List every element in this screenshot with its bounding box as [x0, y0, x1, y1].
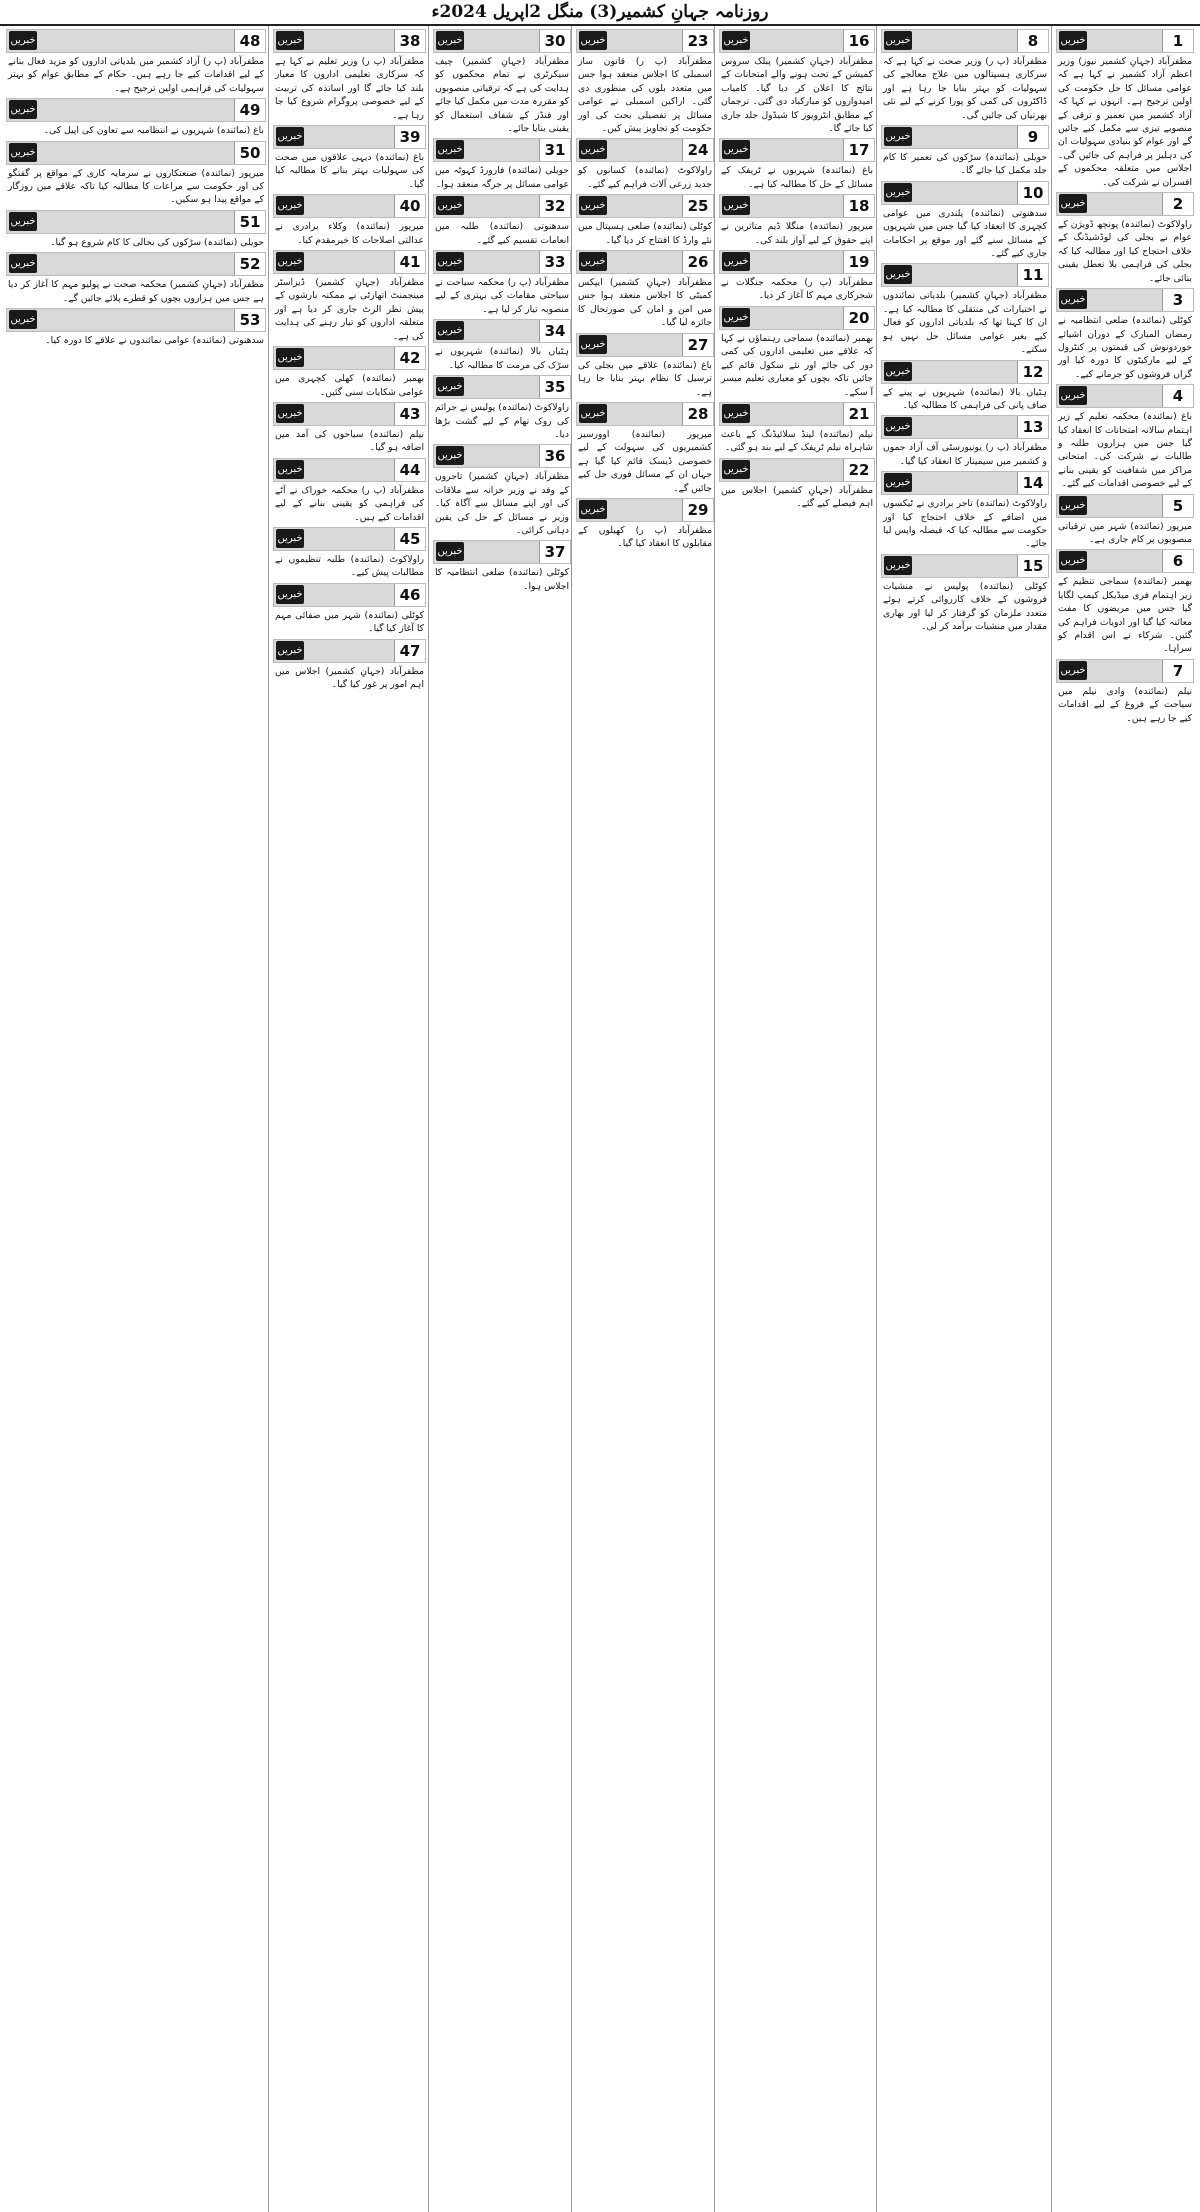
article-header-bar	[881, 415, 1049, 439]
article-body: کوٹلی (نمائندہ) ضلعی ہسپتال میں نئے وارڈ کا افتتاح کر دیا گیا۔	[578, 221, 712, 246]
news-column	[272, 26, 427, 2212]
article-header-bar	[576, 194, 714, 218]
news-article	[272, 527, 427, 580]
article-header-bar	[273, 527, 426, 551]
article-header-bar	[576, 402, 714, 426]
article-body: ہٹیاں بالا (نمائندہ) شہریوں نے سڑک کی مرمت کا مطالبہ کیا۔	[435, 346, 569, 371]
news-badge-icon: خبریں	[276, 529, 304, 548]
article-number: 2	[1162, 193, 1193, 215]
article-number: 15	[1017, 555, 1048, 577]
article-header-bar	[1056, 192, 1194, 216]
news-article	[5, 210, 267, 249]
article-number: 35	[539, 376, 570, 398]
article-number: 27	[682, 334, 713, 356]
news-article	[272, 125, 427, 191]
article-body: مظفرآباد (جہانِ کشمیر) محکمہ صحت نے پولیو مہم کا آغاز کر دیا ہے جس میں ہزاروں بچوں کو قطرے پلائے جائیں گے۔	[8, 279, 264, 304]
article-body: راولاکوٹ (نمائندہ) پولیس نے جرائم کی روک تھام کے لیے گشت بڑھا دیا۔	[435, 402, 569, 440]
article-number: 46	[394, 584, 425, 606]
article-number: 4	[1162, 385, 1193, 407]
article-body: راولاکوٹ (نمائندہ) کسانوں کو جدید زرعی آلات فراہم کیے گئے۔	[578, 165, 712, 190]
article-number: 23	[682, 30, 713, 52]
news-badge-icon: خبریں	[884, 473, 912, 492]
article-body: راولاکوٹ (نمائندہ) طلبہ تنظیموں نے مطالبات پیش کیے۔	[275, 553, 424, 579]
article-header-bar	[273, 402, 426, 426]
article-number: 6	[1162, 550, 1193, 572]
article-number: 42	[394, 347, 425, 369]
column-divider	[1051, 26, 1052, 2212]
news-badge-icon: خبریں	[1059, 661, 1087, 680]
article-number: 28	[682, 403, 713, 425]
article-number: 9	[1017, 126, 1048, 148]
article-body: بھمبر (نمائندہ) سماجی تنظیم کے زیر اہتمام فری میڈیکل کیمپ لگایا گیا جس میں مریضوں کا مفت معائنہ کیا گیا اور ادویات فراہم کی گئیں۔ شرکاء نے اس اقدام کو سراہا۔	[1058, 576, 1192, 655]
article-header-bar	[273, 125, 426, 149]
news-badge-icon: خبریں	[276, 31, 304, 50]
news-badge-icon: خبریں	[884, 265, 912, 284]
news-column	[718, 26, 876, 2212]
news-article	[880, 471, 1050, 551]
article-number: 40	[394, 195, 425, 217]
article-header-bar	[881, 181, 1049, 205]
article-header-bar	[1056, 494, 1194, 518]
article-body: باغ (نمائندہ) شہریوں نے انتظامیہ سے تعاون کی اپیل کی۔	[43, 125, 264, 137]
masthead	[0, 0, 1200, 26]
news-badge-icon: خبریں	[579, 252, 607, 271]
article-header-bar	[1056, 659, 1194, 683]
article-body: حویلی (نمائندہ) سڑکوں کی بحالی کا کام شروع ہو گیا۔	[50, 236, 264, 248]
news-article	[5, 29, 267, 95]
article-number: 31	[539, 139, 570, 161]
article-header-bar	[433, 375, 571, 399]
news-badge-icon: خبریں	[722, 31, 750, 50]
news-article	[718, 250, 876, 303]
article-header-bar	[273, 583, 426, 607]
article-number: 44	[394, 459, 425, 481]
article-header-bar	[719, 250, 875, 274]
article-body: نیلم (نمائندہ) لینڈ سلائیڈنگ کے باعث شاہراہ نیلم ٹریفک کے لیے بند ہو گئی۔	[721, 428, 873, 454]
news-article	[432, 319, 572, 372]
article-number: 30	[539, 30, 570, 52]
article-header-bar	[6, 29, 266, 53]
news-badge-icon: خبریں	[276, 196, 304, 215]
article-number: 22	[843, 459, 874, 481]
news-article	[718, 458, 876, 511]
article-body: راولاکوٹ (نمائندہ) پونچھ ڈویژن کے عوام نے بجلی کی لوڈشیڈنگ کے خلاف احتجاج کیا اور مطالبہ کیا کہ بجلی کی فراہمی بلا تعطل یقینی بنائی جائے۔	[1058, 219, 1192, 284]
article-header-bar	[719, 402, 875, 426]
article-body: مظفرآباد (جہانِ کشمیر) اجلاس میں اہم امور پر غور کیا گیا۔	[275, 665, 424, 690]
news-article	[880, 415, 1050, 468]
news-article	[5, 141, 267, 207]
article-number: 36	[539, 445, 570, 467]
news-article	[432, 138, 572, 191]
article-header-bar	[881, 29, 1049, 53]
news-badge-icon: خبریں	[436, 196, 464, 215]
article-header-bar	[273, 458, 426, 482]
article-header-bar	[273, 346, 426, 370]
news-article	[718, 402, 876, 455]
article-body: مظفرآباد (پ ر) وزیر تعلیم نے کہا ہے کہ سرکاری تعلیمی اداروں کا معیار بلند کیا جائے گا اور اساتذہ کی تربیت کے لیے خصوصی پروگرام شروع کیا جا رہا ہے۔	[275, 56, 424, 121]
article-number: 43	[394, 403, 425, 425]
news-article	[880, 263, 1050, 356]
article-header-bar	[6, 141, 266, 165]
article-header-bar	[273, 250, 426, 274]
article-body: میرپور (نمائندہ) شہر میں ترقیاتی منصوبوں پر کام جاری ہے۔	[1058, 520, 1192, 545]
article-header-bar	[6, 98, 266, 122]
news-article	[1055, 384, 1195, 490]
article-body: مظفرآباد (جہانِ کشمیر) اجلاس میں اہم فیصلے کیے گئے۔	[721, 484, 873, 510]
article-header-bar	[881, 125, 1049, 149]
news-article	[575, 498, 715, 551]
article-header-bar	[881, 263, 1049, 287]
news-badge-icon: خبریں	[9, 143, 37, 162]
news-badge-icon: خبریں	[579, 335, 607, 354]
news-badge-icon: خبریں	[1059, 496, 1087, 515]
article-number: 33	[539, 251, 570, 273]
article-number: 20	[843, 307, 874, 329]
article-header-bar	[1056, 384, 1194, 408]
news-badge-icon: خبریں	[9, 31, 37, 50]
news-article	[432, 540, 572, 593]
article-body: مظفرآباد (جہانِ کشمیر) بلدیاتی نمائندوں نے اختیارات کی منتقلی کا مطالبہ کیا ہے۔ ان کا کہنا تھا کہ بلدیاتی اداروں کو فعال کیے بغیر عوامی مسائل حل نہیں ہو سکتے۔	[883, 290, 1047, 356]
article-header-bar	[719, 458, 875, 482]
column-divider	[268, 26, 269, 2212]
article-number: 1	[1162, 30, 1193, 52]
news-badge-icon: خبریں	[276, 585, 304, 604]
article-number: 45	[394, 528, 425, 550]
news-badge-icon: خبریں	[9, 100, 37, 119]
article-body: کوٹلی (نمائندہ) شہر میں صفائی مہم کا آغاز کیا گیا۔	[275, 609, 424, 635]
news-article	[880, 554, 1050, 634]
article-body: مظفرآباد (پ ر) آزاد کشمیر میں بلدیاتی اداروں کو مزید فعال بنانے کے لیے اقدامات کیے جا رہے ہیں۔ حکام کے مطابق عوام کو بہتر سہولیات کی فراہمی اولین ترجیح ہے۔	[8, 56, 264, 94]
news-badge-icon: خبریں	[436, 31, 464, 50]
article-header-bar	[576, 333, 714, 357]
article-header-bar	[719, 194, 875, 218]
news-badge-icon: خبریں	[884, 417, 912, 436]
article-body: مظفرآباد (جہانِ کشمیر) پبلک سروس کمیشن کے تحت ہونے والے امتحانات کے نتائج کا اعلان کر دیا گیا۔ کامیاب امیدواروں کو مبارکباد دی گئی۔ ترجمان کے مطابق انٹرویوز کا شیڈول جلد جاری کیا جائے گا۔	[721, 56, 873, 135]
news-article	[432, 194, 572, 247]
article-number: 14	[1017, 472, 1048, 494]
article-header-bar	[1056, 549, 1194, 573]
article-number: 26	[682, 251, 713, 273]
news-badge-icon: خبریں	[436, 321, 464, 340]
news-article	[272, 29, 427, 122]
news-badge-icon: خبریں	[276, 460, 304, 479]
article-body: حویلی (نمائندہ) فارورڈ کہوٹہ میں عوامی مسائل پر جرگہ منعقد ہوا۔	[435, 165, 569, 190]
article-header-bar	[433, 194, 571, 218]
article-number: 12	[1017, 361, 1048, 383]
article-header-bar	[881, 471, 1049, 495]
news-badge-icon: خبریں	[1059, 551, 1087, 570]
article-body: مظفرآباد (جہانِ کشمیر) ایپکس کمیٹی کا اجلاس منعقد ہوا جس میں امن و امان کی صورتحال کا جائزہ لیا گیا۔	[578, 277, 712, 329]
article-body: سدھنوتی (نمائندہ) پلندری میں عوامی کچہری کا انعقاد کیا گیا جس میں شہریوں کے مسائل سنے گئے اور موقع پر احکامات جاری کیے گئے۔	[883, 207, 1047, 260]
news-article	[1055, 494, 1195, 547]
article-number: 38	[394, 30, 425, 52]
news-article	[432, 375, 572, 441]
article-number: 25	[682, 195, 713, 217]
news-badge-icon: خبریں	[579, 500, 607, 519]
news-badge-icon: خبریں	[722, 196, 750, 215]
article-body: مظفرآباد (جہانِ کشمیر نیوز) وزیر اعظم آزاد کشمیر نے کہا ہے کہ عوامی مسائل کا حل حکومت کی اولین ترجیح ہے۔ انہوں نے کہا کہ آزاد کشمیر میں تعمیر و ترقی کے منصوبے تیزی سے مکمل کیے جائیں گے اور عوام کو بنیادی سہولیات ان کی دہلیز پر فراہم کی جائیں گی۔ اجلاس میں متعلقہ محکموں کے افسران نے شرکت کی۔	[1058, 56, 1192, 188]
news-badge-icon: خبریں	[9, 310, 37, 329]
news-article	[272, 639, 427, 692]
article-body: سدھنوتی (نمائندہ) طلبہ میں انعامات تقسیم کیے گئے۔	[435, 221, 569, 246]
news-article	[880, 360, 1050, 413]
news-article	[272, 346, 427, 399]
article-body: مظفرآباد (پ ر) قانون ساز اسمبلی کا اجلاس منعقد ہوا جس میں متعدد بلوں کی منظوری دی گئی۔ اراکین اسمبلی نے عوامی مسائل پر تفصیلی بحث کی اور حکومت کو تجاویز پیش کیں۔	[578, 56, 712, 135]
article-body: کوٹلی (نمائندہ) ضلعی انتظامیہ کا اجلاس ہوا۔	[435, 567, 569, 592]
article-number: 52	[234, 253, 265, 275]
news-article	[575, 333, 715, 399]
article-body: مظفرآباد (پ ر) وزیر صحت نے کہا ہے کہ سرکاری ہسپتالوں میں علاج معالجے کی سہولیات کو بہتر بنایا جا رہا ہے اور ڈاکٹروں کی کمی کو پورا کرنے کے لیے نئی بھرتیاں کی جائیں گی۔	[883, 56, 1047, 121]
article-body: نیلم (نمائندہ) وادی نیلم میں سیاحت کے فروغ کے لیے اقدامات کیے جا رہے ہیں۔	[1058, 685, 1192, 724]
news-article	[575, 402, 715, 495]
article-body: کوٹلی (نمائندہ) پولیس نے منشیات فروشوں کے خلاف کارروائی کرتے ہوئے متعدد ملزمان کو گرفتار کر لیا اور بھاری مقدار میں منشیات برآمد کر لی۔	[883, 580, 1047, 632]
news-article	[575, 250, 715, 330]
news-article	[575, 194, 715, 247]
article-number: 3	[1162, 289, 1193, 311]
news-column	[5, 26, 267, 2212]
article-number: 11	[1017, 264, 1048, 286]
article-header-bar	[719, 306, 875, 330]
news-article	[272, 194, 427, 247]
article-header-bar	[433, 444, 571, 468]
article-header-bar	[6, 308, 266, 332]
article-body: مظفرآباد (پ ر) کھیلوں کے مقابلوں کا انعقاد کیا گیا۔	[578, 524, 712, 550]
masthead-title: روزنامہ جہانِ کشمیر(3) منگل 2اپریل 2024ء	[431, 2, 769, 22]
article-body: میرپور (نمائندہ) وکلاء برادری نے عدالتی اصلاحات کا خیرمقدم کیا۔	[275, 221, 424, 246]
news-badge-icon: خبریں	[276, 252, 304, 271]
article-number: 32	[539, 195, 570, 217]
news-article	[880, 29, 1050, 122]
article-header-bar	[576, 498, 714, 522]
article-number: 48	[234, 30, 265, 52]
news-article	[272, 583, 427, 636]
news-badge-icon: خبریں	[276, 127, 304, 146]
article-number: 13	[1017, 416, 1048, 438]
news-article	[5, 308, 267, 347]
article-header-bar	[433, 138, 571, 162]
article-number: 49	[234, 99, 265, 121]
article-body: باغ (نمائندہ) محکمہ تعلیم کے زیر اہتمام سالانہ امتحانات کا انعقاد کیا گیا جس میں ہزاروں طلبہ و طالبات نے شرکت کی۔ امتحانی مراکز میں شفافیت کو یقینی بنانے کے لیے خصوصی اقدامات کیے گئے۔	[1058, 411, 1192, 490]
news-badge-icon: خبریں	[276, 404, 304, 423]
article-header-bar	[719, 138, 875, 162]
article-header-bar	[1056, 29, 1194, 53]
article-header-bar	[273, 639, 426, 663]
news-badge-icon: خبریں	[1059, 290, 1087, 309]
news-badge-icon: خبریں	[276, 348, 304, 367]
article-number: 8	[1017, 30, 1048, 52]
news-article	[432, 444, 572, 537]
article-body: مظفرآباد (جہانِ کشمیر) چیف سیکرٹری نے تمام محکموں کو ہدایت کی ہے کہ ترقیاتی منصوبوں کو مقررہ مدت میں مکمل کیا جائے اور فنڈز کے شفاف استعمال کو یقینی بنایا جائے۔	[435, 56, 569, 135]
article-body: بھمبر (نمائندہ) کھلی کچہری میں عوامی شکایات سنی گئیں۔	[275, 373, 424, 398]
article-body: مظفرآباد (پ ر) محکمہ خوراک نے آٹے کی فراہمی کو یقینی بنانے کے لیے اقدامات کیے ہیں۔	[275, 484, 424, 523]
article-header-bar	[881, 554, 1049, 578]
news-badge-icon: خبریں	[1059, 31, 1087, 50]
article-number: 39	[394, 126, 425, 148]
news-article	[575, 138, 715, 191]
article-header-bar	[6, 252, 266, 276]
news-badge-icon: خبریں	[722, 404, 750, 423]
news-column	[880, 26, 1050, 2212]
article-header-bar	[576, 138, 714, 162]
news-column	[575, 26, 715, 2212]
column-divider	[428, 26, 429, 2212]
news-article	[272, 250, 427, 343]
news-column	[1055, 26, 1195, 2212]
news-badge-icon: خبریں	[436, 542, 464, 561]
news-article	[718, 29, 876, 135]
column-divider	[876, 26, 877, 2212]
article-number: 47	[394, 640, 425, 662]
article-body: سدھنوتی (نمائندہ) عوامی نمائندوں نے علاقے کا دورہ کیا۔	[45, 335, 264, 347]
article-number: 29	[682, 499, 713, 521]
news-badge-icon: خبریں	[884, 183, 912, 202]
news-article	[272, 402, 427, 455]
news-badge-icon: خبریں	[436, 446, 464, 465]
article-body: بھمبر (نمائندہ) سماجی رہنماؤں نے کہا کہ علاقے میں تعلیمی اداروں کی کمی دور کی جائے اور نئے سکول قائم کیے جائیں تاکہ بچوں کو معیاری تعلیم میسر آ سکے۔	[721, 332, 873, 398]
news-article	[1055, 659, 1195, 725]
news-article	[1055, 29, 1195, 189]
article-header-bar	[273, 29, 426, 53]
article-body: حویلی (نمائندہ) سڑکوں کی تعمیر کا کام جلد مکمل کیا جائے گا۔	[883, 152, 1047, 177]
article-number: 10	[1017, 182, 1048, 204]
news-badge-icon: خبریں	[722, 460, 750, 479]
news-article	[5, 252, 267, 305]
news-badge-icon: خبریں	[436, 252, 464, 271]
news-article	[432, 250, 572, 316]
article-body: مظفرآباد (جہانِ کشمیر) ڈیزاسٹر مینجمنٹ اتھارٹی نے ممکنہ بارشوں کے پیش نظر الرٹ جاری کر دیا ہے اور متعلقہ اداروں کو تیار رہنے کی ہدایت کی ہے۔	[275, 277, 424, 342]
news-article	[1055, 192, 1195, 285]
news-article	[718, 194, 876, 247]
news-badge-icon: خبریں	[722, 252, 750, 271]
article-number: 53	[234, 309, 265, 331]
article-number: 51	[234, 211, 265, 233]
article-body: میرپور (نمائندہ) صنعتکاروں نے سرمایہ کاری کے مواقع پر گفتگو کی اور حکومت سے مراعات کا مطالبہ کیا تاکہ علاقے میں روزگار کے مواقع پیدا ہو سکیں۔	[8, 167, 264, 206]
news-article	[1055, 288, 1195, 381]
news-badge-icon: خبریں	[579, 140, 607, 159]
article-body: مظفرآباد (پ ر) یونیورسٹی آف آزاد جموں و کشمیر میں سیمینار کا انعقاد کیا گیا۔	[883, 442, 1047, 467]
news-article	[272, 458, 427, 524]
article-body: مظفرآباد (جہانِ کشمیر) تاجروں کے وفد نے وزیر خزانہ سے ملاقات کی اور اپنے مسائل سے آگاہ کیا۔ وزیر نے مسائل کے حل کی یقین دہانی کرائی۔	[435, 471, 569, 536]
news-badge-icon: خبریں	[884, 127, 912, 146]
article-number: 17	[843, 139, 874, 161]
news-article	[880, 181, 1050, 261]
news-article	[5, 98, 267, 137]
news-article	[718, 306, 876, 399]
news-badge-icon: خبریں	[579, 196, 607, 215]
news-badge-icon: خبریں	[722, 140, 750, 159]
news-badge-icon: خبریں	[436, 140, 464, 159]
article-body: کوٹلی (نمائندہ) ضلعی انتظامیہ نے رمضان المبارک کے دوران اشیائے خوردونوش کی قیمتوں پر کنٹرول کے لیے مارکیٹوں کا دورہ کیا اور گراں فروشوں کو جرمانے کیے۔	[1058, 315, 1192, 380]
article-number: 18	[843, 195, 874, 217]
article-header-bar	[1056, 288, 1194, 312]
news-badge-icon: خبریں	[884, 31, 912, 50]
article-header-bar	[719, 29, 875, 53]
news-article	[575, 29, 715, 135]
news-article	[718, 138, 876, 191]
news-badge-icon: خبریں	[1059, 194, 1087, 213]
news-column	[432, 26, 572, 2212]
news-badge-icon: خبریں	[436, 377, 464, 396]
article-header-bar	[881, 360, 1049, 384]
article-number: 16	[843, 30, 874, 52]
article-body: باغ (نمائندہ) علاقے میں بجلی کی ترسیل کا نظام بہتر بنایا جا رہا ہے۔	[578, 359, 712, 398]
article-body: راولاکوٹ (نمائندہ) تاجر برادری نے ٹیکسوں میں اضافے کے خلاف احتجاج کیا اور حکومت سے مطالبہ کیا کہ فیصلہ واپس لیا جائے۔	[883, 498, 1047, 550]
article-body: میرپور (نمائندہ) منگلا ڈیم متاثرین نے اپنے حقوق کے لیے آواز بلند کی۔	[721, 221, 873, 246]
article-number: 21	[843, 403, 874, 425]
article-header-bar	[576, 29, 714, 53]
news-badge-icon: خبریں	[884, 556, 912, 575]
news-badge-icon: خبریں	[1059, 386, 1087, 405]
news-badge-icon: خبریں	[579, 31, 607, 50]
article-body: باغ (نمائندہ) شہریوں نے ٹریفک کے مسائل کے حل کا مطالبہ کیا ہے۔	[721, 165, 873, 190]
news-article	[1055, 549, 1195, 655]
article-number: 5	[1162, 495, 1193, 517]
article-number: 19	[843, 251, 874, 273]
news-badge-icon: خبریں	[722, 308, 750, 327]
article-body: مظفرآباد (پ ر) محکمہ سیاحت نے سیاحتی مقامات کی بہتری کے لیے منصوبہ تیار کر لیا ہے۔	[435, 277, 569, 315]
article-number: 24	[682, 139, 713, 161]
news-article	[880, 125, 1050, 178]
article-header-bar	[433, 319, 571, 343]
news-badge-icon: خبریں	[9, 212, 37, 231]
article-header-bar	[6, 210, 266, 234]
article-number: 34	[539, 320, 570, 342]
article-number: 41	[394, 251, 425, 273]
article-body: باغ (نمائندہ) دیہی علاقوں میں صحت کی سہولیات بہتر بنانے کا مطالبہ کیا گیا۔	[275, 152, 424, 190]
article-header-bar	[433, 250, 571, 274]
article-body: میرپور (نمائندہ) اوورسیز کشمیریوں کی سہولت کے لیے خصوصی ڈیسک قائم کیا گیا ہے جہاں ان کے مسائل فوری حل کیے جائیں گے۔	[578, 428, 712, 494]
article-body: ہٹیاں بالا (نمائندہ) شہریوں نے پینے کے صاف پانی کی فراہمی کا مطالبہ کیا۔	[883, 386, 1047, 411]
article-number: 7	[1162, 660, 1193, 682]
article-number: 50	[234, 142, 265, 164]
article-body: نیلم (نمائندہ) سیاحوں کی آمد میں اضافہ ہو گیا۔	[275, 428, 424, 454]
article-number: 37	[539, 541, 570, 563]
news-badge-icon: خبریں	[9, 254, 37, 273]
news-badge-icon: خبریں	[884, 362, 912, 381]
article-header-bar	[433, 29, 571, 53]
article-header-bar	[576, 250, 714, 274]
article-body: مظفرآباد (پ ر) محکمہ جنگلات نے شجرکاری مہم کا آغاز کر دیا۔	[721, 277, 873, 302]
article-header-bar	[433, 540, 571, 564]
article-header-bar	[273, 194, 426, 218]
news-article	[432, 29, 572, 135]
news-badge-icon: خبریں	[579, 404, 607, 423]
news-badge-icon: خبریں	[276, 641, 304, 660]
